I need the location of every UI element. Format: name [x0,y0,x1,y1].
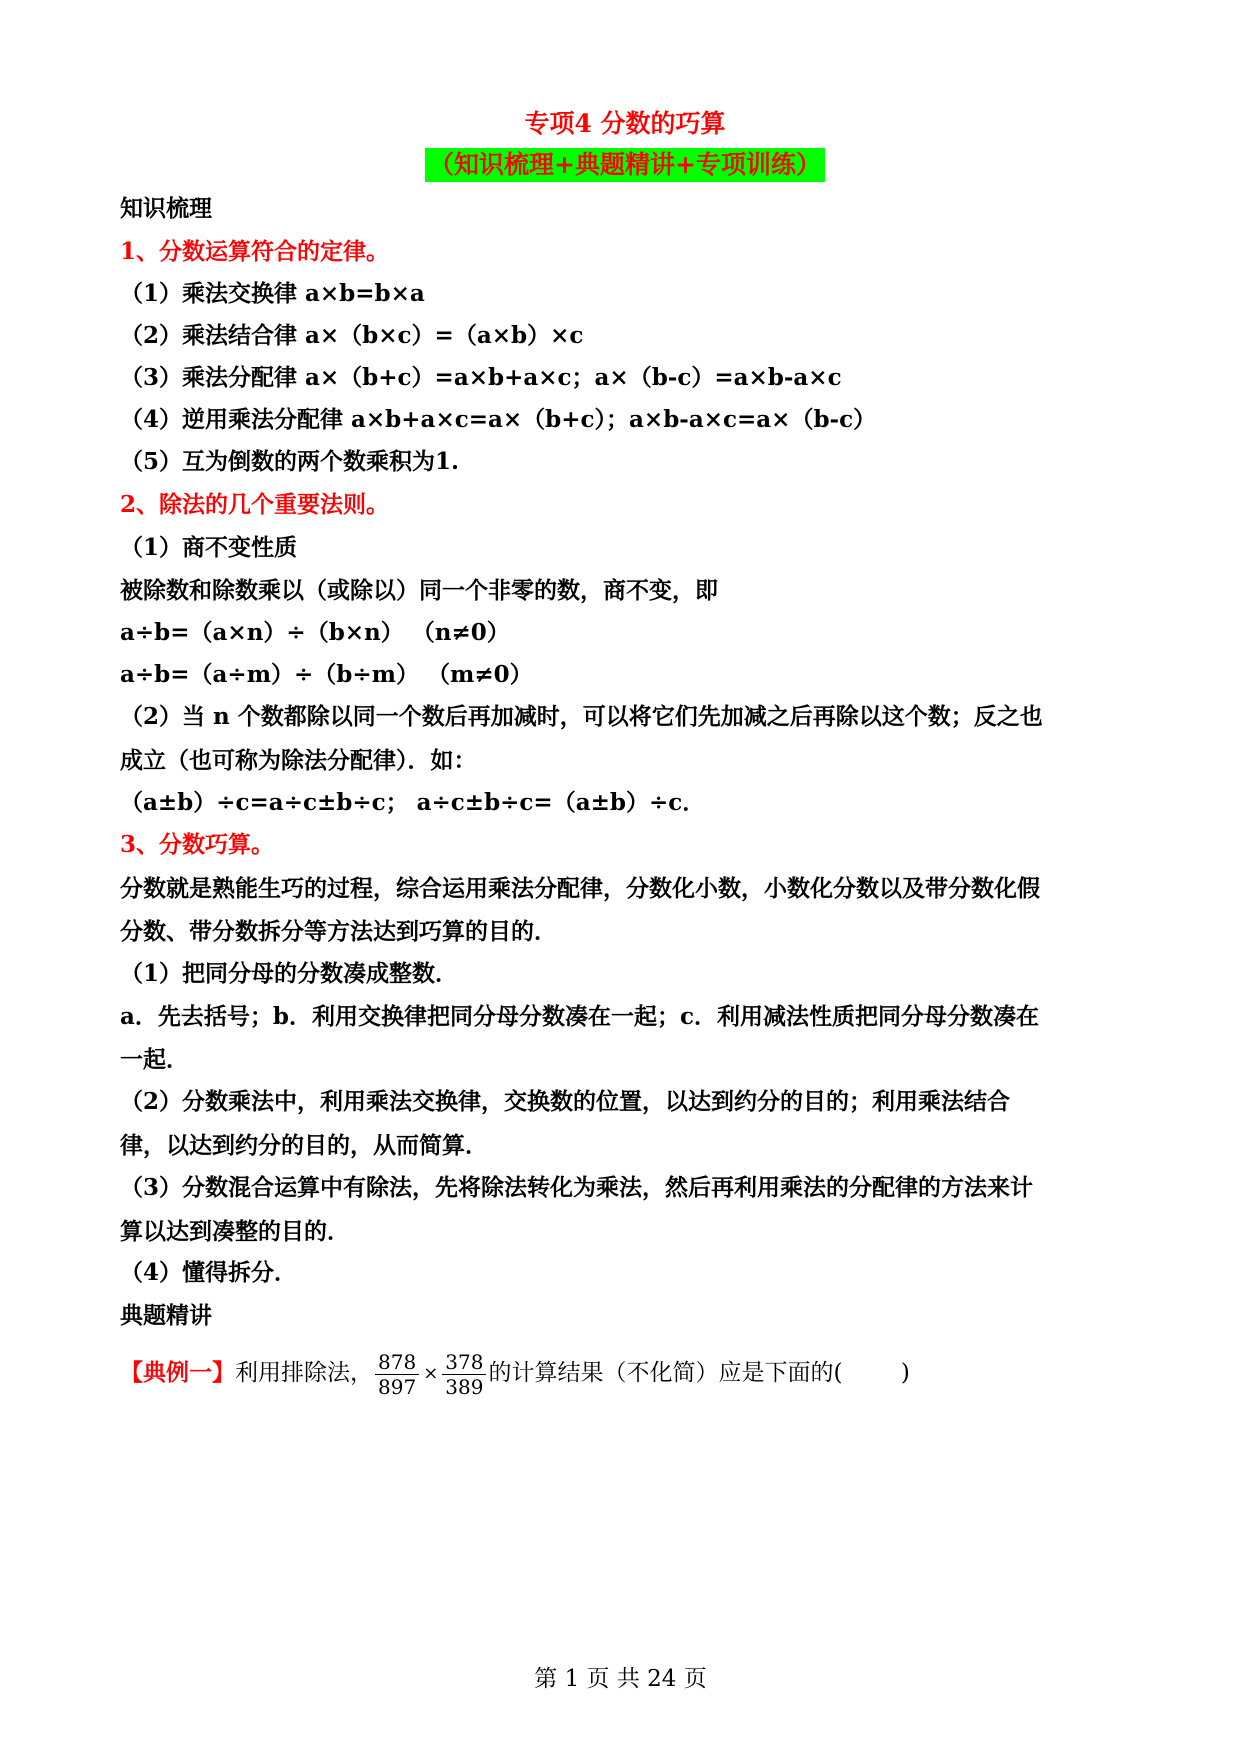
rule3-line: （4）懂得拆分． [120,1259,298,1286]
rule2-formula: a÷b=（a÷m）÷（b÷m） （m≠0） [120,661,533,688]
fraction-878-897 [375,1350,419,1399]
rule2-title: 2、除法的几个重要法则。 [120,491,390,518]
rule3-line: （1）把同分母的分数凑成整数． [120,960,459,987]
rule2-line: （1）商不变性质 [120,534,298,561]
rule3-line: 律，以达到约分的目的，从而简算． [120,1132,488,1159]
subtitle-wrapper [120,148,1130,182]
rule3-line: （3）分数混合运算中有除法，先将除法转化为乘法，然后再利用乘法的分配律的方法来计 [120,1174,1034,1201]
rule3-line: （2）分数乘法中，利用乘法交换律，交换数的位置，以达到约分的目的；利用乘法结合 [120,1088,1011,1115]
rule3-title: 3、分数巧算。 [120,831,275,858]
answer-blank: ( ) [833,1360,910,1386]
rule2-formula: a÷b=（a×n）÷（b×n） （n≠0） [120,619,510,646]
rule3-line: 分数就是熟能生巧的过程，综合运用乘法分配律，分数化小数，小数化分数以及带分数化假 [120,875,1040,902]
page-subtitle: （知识梳理+典题精讲+专项训练） [425,148,825,182]
multiply-sign: × [423,1363,439,1384]
page-title: 专项4 分数的巧算 [524,109,726,138]
example-one [120,1345,910,1402]
example-tag: 【典例一】 [120,1359,235,1386]
section-heading-examples: 典题精讲 [120,1302,212,1329]
fraction-denominator: 897 [378,1374,417,1399]
rule1-item: （5）互为倒数的两个数乘积为1. [120,448,460,475]
example-text-before: 利用排除法， [235,1360,373,1386]
fraction-numerator: 878 [375,1350,419,1375]
rule1-title: 1、分数运算符合的定律。 [120,238,390,265]
fraction-378-389 [442,1350,486,1399]
rule2-line: 成立（也可称为除法分配律）．如： [120,747,477,774]
fraction-numerator: 378 [442,1350,486,1375]
rule3-line: a．先去括号；b．利用交换律把同分母分数凑在一起；c．利用减法性质把同分母分数凑在 [120,1003,1039,1030]
example-text-after: 的计算结果（不化简）应是下面的 [488,1360,834,1386]
fraction-denominator: 389 [445,1374,484,1399]
page-footer: 第 1 页 共 24 页 [534,1666,707,1692]
rule2-line: 被除数和除数乘以（或除以）同一个非零的数，商不变，即 [120,577,718,604]
rule1-item: （1）乘法交换律 a×b=b×a [120,280,425,307]
rule2-line: （2）当 n 个数都除以同一个数后再加减时，可以将它们先加减之后再除以这个数；反之也 [120,703,1043,730]
section-heading-knowledge: 知识梳理 [120,195,212,222]
rule2-formula: （a±b）÷c=a÷c±b÷c； a÷c±b÷c=（a±b）÷c． [120,789,706,816]
rule1-item: （4）逆用乘法分配律 a×b+a×c=a×（b+c）；a×b-a×c=a×（b-c） [120,406,877,433]
rule1-item: （2）乘法结合律 a×（b×c）=（a×b）×c [120,322,584,349]
rule1-item: （3）乘法分配律 a×（b+c）=a×b+a×c；a×（b-c）=a×b-a×c [120,364,842,391]
rule3-line: 算以达到凑整的目的． [120,1218,350,1245]
rule3-line: 分数、带分数拆分等方法达到巧算的目的． [120,918,557,945]
rule3-line: 一起． [120,1046,189,1073]
